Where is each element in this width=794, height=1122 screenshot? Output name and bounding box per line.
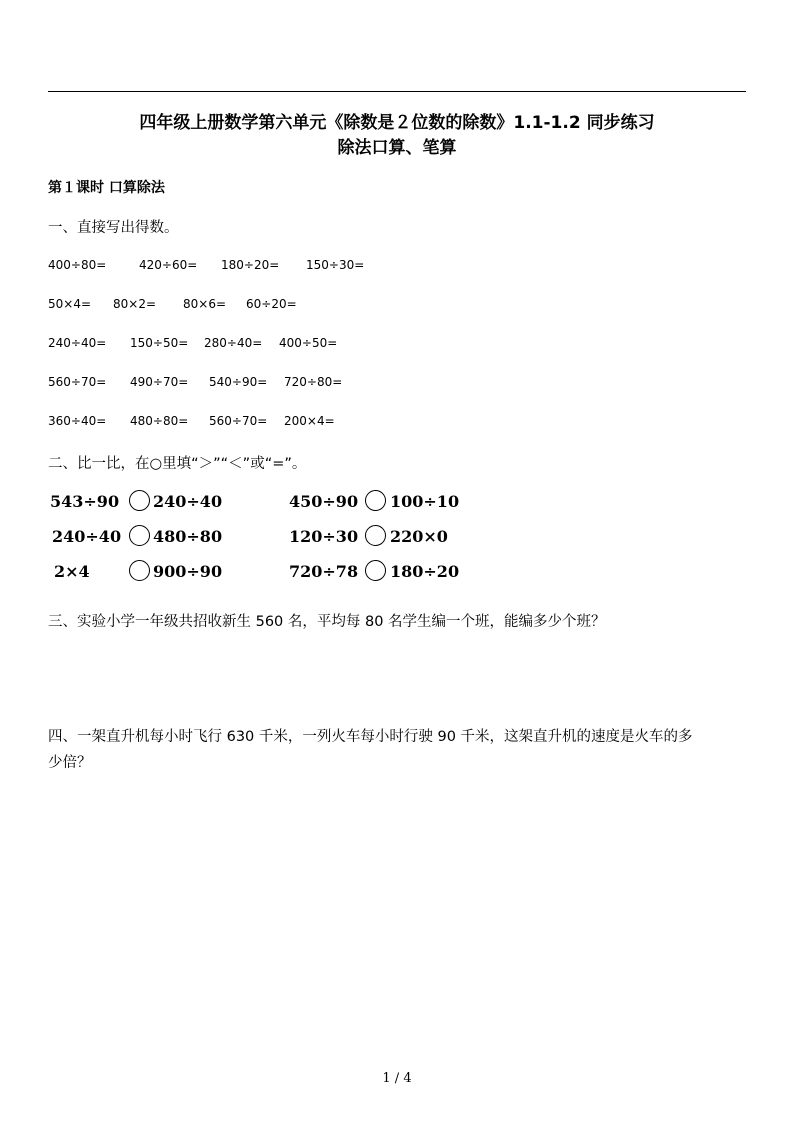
calc-item: 150÷30= xyxy=(306,258,365,272)
compare-right-expression: 900÷90 xyxy=(153,562,223,581)
calc-item: 80×2= xyxy=(113,297,157,311)
compare-left-expression: 543÷90 xyxy=(50,492,120,511)
calc-item: 720÷80= xyxy=(284,375,343,389)
calc-item: 480÷80= xyxy=(130,414,189,428)
calc-item: 490÷70= xyxy=(130,375,189,389)
calc-item: 150÷50= xyxy=(130,336,189,350)
page-subtitle: 除法口算、笔算 xyxy=(337,138,457,158)
section2-heading: 二、比一比，在○里填“＞”“＜”或“=”。 xyxy=(48,456,307,472)
answer-circle[interactable] xyxy=(365,560,386,581)
compare-right-expression: 100÷10 xyxy=(390,492,460,511)
lesson-label: 第１课时 口算除法 xyxy=(48,180,165,196)
answer-circle[interactable] xyxy=(129,490,150,511)
calc-item: 400÷80= xyxy=(48,258,107,272)
calc-item: 560÷70= xyxy=(48,375,107,389)
header-rule xyxy=(48,91,746,92)
compare-left-expression: 240÷40 xyxy=(52,527,122,546)
page-indicator: 1 / 4 xyxy=(382,1071,412,1086)
calc-item: 280÷40= xyxy=(204,336,263,350)
answer-circle[interactable] xyxy=(365,525,386,546)
section4-question-line1: 四、一架直升机每小时飞行 630 千米，一列火车每小时行驶 90 千米，这架直升机的速度是火车的多 xyxy=(48,729,693,745)
calc-item: 400÷50= xyxy=(279,336,338,350)
calc-item: 80×6= xyxy=(183,297,227,311)
compare-right-expression: 220×0 xyxy=(390,527,448,546)
calc-item: 60÷20= xyxy=(246,297,297,311)
calc-item: 50×4= xyxy=(48,297,92,311)
calc-item: 360÷40= xyxy=(48,414,107,428)
section1-heading: 一、直接写出得数。 xyxy=(48,220,179,236)
calc-item: 560÷70= xyxy=(209,414,268,428)
compare-left-expression: 120÷30 xyxy=(289,527,359,546)
compare-right-expression: 240÷40 xyxy=(153,492,223,511)
compare-right-expression: 480÷80 xyxy=(153,527,223,546)
page-title: 四年级上册数学第六单元《除数是２位数的除数》1.1-1.2 同步练习 xyxy=(139,113,655,133)
calc-item: 420÷60= xyxy=(139,258,198,272)
answer-circle[interactable] xyxy=(129,560,150,581)
compare-left-expression: 720÷78 xyxy=(289,562,359,581)
calc-item: 540÷90= xyxy=(209,375,268,389)
calc-item: 180÷20= xyxy=(221,258,280,272)
compare-left-expression: 450÷90 xyxy=(289,492,359,511)
answer-circle[interactable] xyxy=(365,490,386,511)
compare-right-expression: 180÷20 xyxy=(390,562,460,581)
calc-item: 240÷40= xyxy=(48,336,107,350)
section4-question-line2: 少倍？ xyxy=(48,755,92,771)
answer-circle[interactable] xyxy=(129,525,150,546)
compare-left-expression: 2×4 xyxy=(54,562,90,581)
calc-item: 200×4= xyxy=(284,414,335,428)
section3-question: 三、实验小学一年级共招收新生 560 名，平均每 80 名学生编一个班，能编多少个班？ xyxy=(48,614,606,630)
